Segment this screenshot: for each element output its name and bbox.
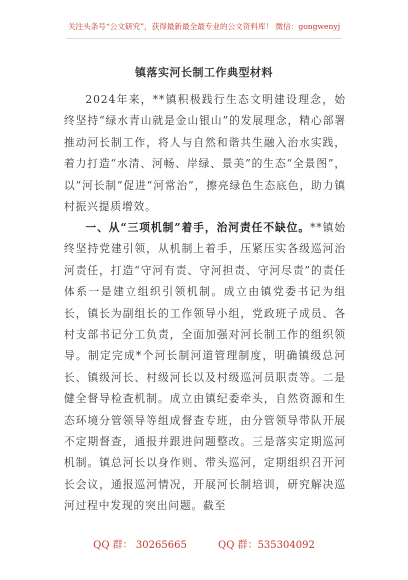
footer-qq-group-1: QQ 群： 30265665 (93, 540, 187, 551)
footer-contacts (20, 540, 388, 552)
promo-header: 关注头条号“公文研究”，获得最新最全最专业的公文资料库！ 微信：gongwenyj (67, 22, 341, 31)
intro-paragraph: 2024年来，**镇积极践行生态文明建设理念，始终坚持“绿水青山就是金山银山”的发展理念，精心部署推动河长制工作，将人与自然和谐共生融入治水实践，着力打造“水清、河畅、岸绿、景美”的生态“全景图”，以“河长制”促进“河常治”，擦亮绿色生态底色，助力镇村振兴提质增效。 (64, 93, 346, 214)
section-1-heading: 一、从“三项机制”着手，治河责任不缺位。 (85, 221, 311, 234)
header-divider (66, 38, 342, 39)
section-1-paragraph (64, 217, 346, 517)
document-title: 镇落实河长制工作典型材料 (135, 66, 273, 79)
section-1-body: **镇始终坚持党建引领，从机制上着手，压紧压实各级巡河治河责任，打造“守河有责、守河担责、守河尽责”的责任体系一是建立组织引领机制。成立由镇党委书记为组长，镇长为副组长的工作领导小组，党政班子成员、各村支部书记分工负责，全面加强对河长制工作的组织领导。制定完成*个河长制河道管理制度，明确镇级总河长、镇级河长、村级河长以及村级巡河员职责等。二是健全督导检查机制。成立由镇纪委牵头，自然资源和生态环境分管领导等组成督查专班，由分管领导带队开展不定期督查，通报并跟进问题整改。三是落实定期巡河机制。镇总河长以身作则、带头巡河，定期组织召开河长会议，通报巡河情况，开展河长制培训，研究解决巡河过程中发现的突出问题。截至 (64, 221, 346, 513)
footer-qq-group-2: QQ 群：535304092 (218, 540, 315, 551)
